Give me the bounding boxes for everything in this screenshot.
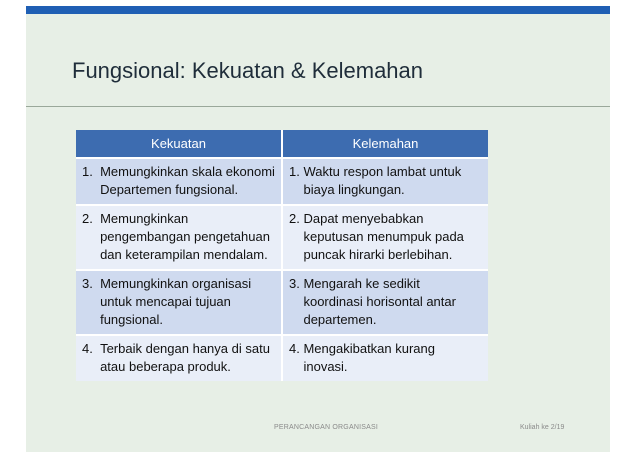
strength-cell — [76, 335, 282, 381]
table-row — [76, 205, 488, 270]
slide — [26, 6, 610, 452]
comparison-table — [76, 130, 488, 381]
item-number: 3. — [289, 276, 304, 291]
item-number: 4. — [82, 341, 101, 356]
item-number: 4. — [289, 341, 304, 356]
item-number: 1. — [82, 164, 101, 179]
weakness-text: Waktu respon lambat untuk biaya lingkungan. — [303, 164, 462, 197]
footer-course-name: PERANCANGAN ORGANISASI — [274, 424, 378, 431]
weakness-cell — [282, 205, 488, 270]
header-kelemahan: Kelemahan — [282, 130, 488, 158]
item-number: 2. — [82, 211, 101, 226]
comparison-table-container — [76, 130, 488, 381]
title-divider — [26, 106, 610, 107]
item-number: 1. — [289, 164, 304, 179]
table-header-row — [76, 130, 488, 158]
slide-title: Fungsional: Kekuatan & Kelemahan — [72, 58, 424, 83]
weakness-text: Mengakibatkan kurang inovasi. — [303, 341, 435, 374]
strength-cell — [76, 158, 282, 205]
item-number: 3. — [82, 276, 101, 291]
top-accent-bar — [26, 6, 610, 14]
item-number: 2. — [289, 211, 304, 226]
weakness-text: Dapat menyebabkan keputusan menumpuk pada puncak hirarki berlebihan. — [303, 211, 464, 262]
strength-cell — [76, 205, 282, 270]
weakness-cell — [282, 335, 488, 381]
table-row — [76, 158, 488, 205]
header-kekuatan: Kekuatan — [76, 130, 282, 158]
weakness-cell — [282, 158, 488, 205]
table-row — [76, 270, 488, 335]
strength-text: Memungkinkan skala ekonomi Departemen fungsional. — [100, 164, 275, 197]
strength-text: Memungkinkan organisasi untuk mencapai tujuan fungsional. — [100, 276, 252, 327]
weakness-text: Mengarah ke sedikit koordinasi horisontal antar departemen. — [303, 276, 456, 327]
strength-text: Memungkinkan pengembangan pengetahuan dan keterampilan mendalam. — [100, 211, 270, 262]
weakness-cell — [282, 270, 488, 335]
footer-slide-number: Kuliah ke 2/19 — [520, 424, 565, 431]
table-row — [76, 335, 488, 381]
strength-cell — [76, 270, 282, 335]
strength-text: Terbaik dengan hanya di satu atau beberapa produk. — [100, 341, 270, 374]
